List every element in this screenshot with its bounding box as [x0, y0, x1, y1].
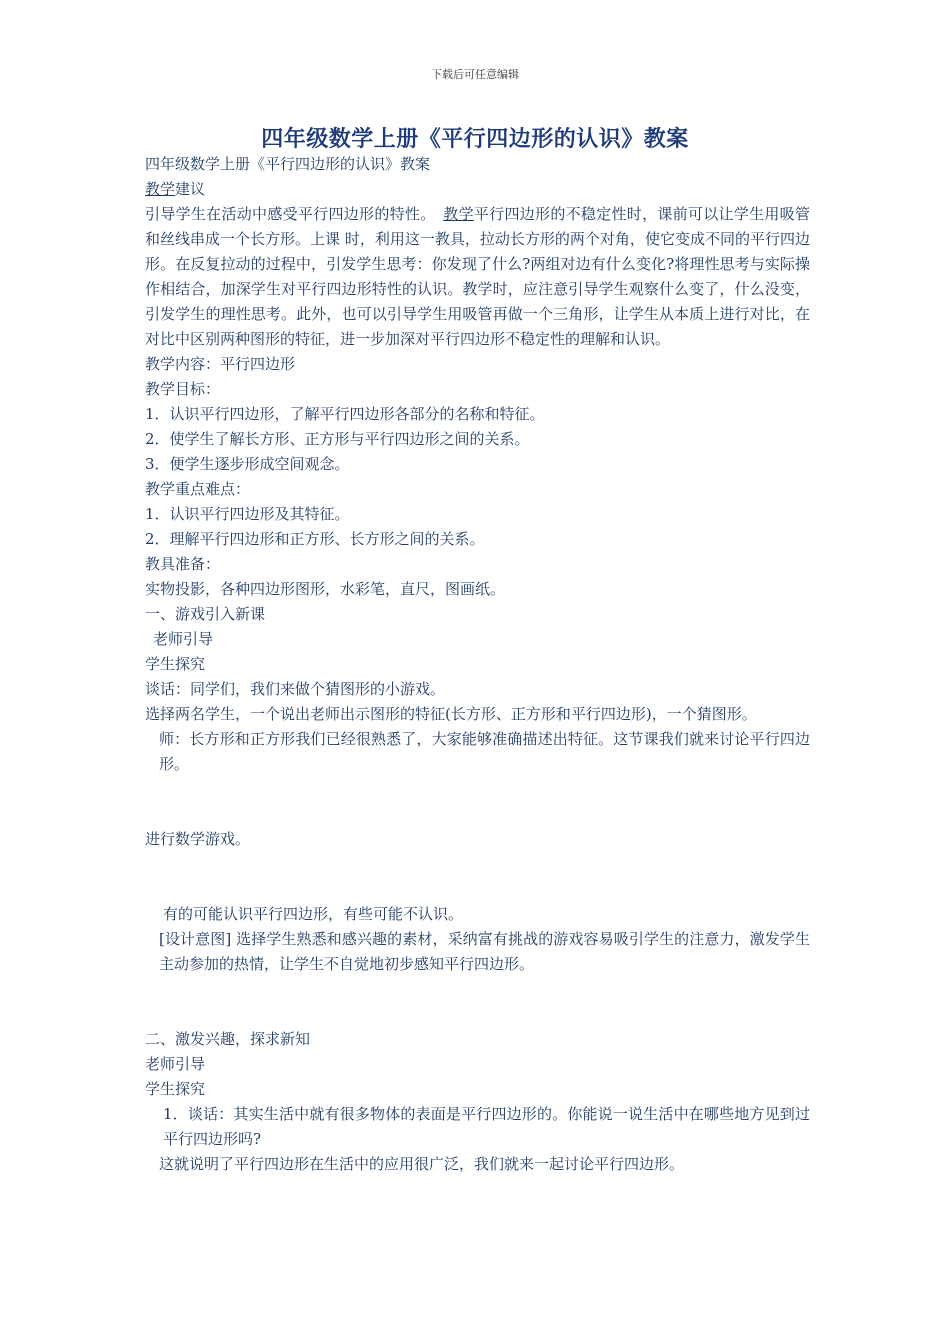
suggest-heading	[145, 177, 810, 202]
s1-select: 选择两名学生，一个说出老师出示图形的特征(长方形、正方形和平行四边形)，一个猜图形。	[145, 705, 757, 723]
s2-teacher-label: 老师引导	[145, 1055, 206, 1073]
intro-part2: 平行四边形的不稳定性时，课前可以让学生用吸管和丝线串成一个长方形。上课 时，利用这一教具，拉动长方形的两个对角，使它变成不同的平行四边形。在反复拉动的过程中，引发学生思考：你发现了什么?两组对边有什么变化?将理性思考与实际操作相结合，加深学生对平行四边形特性的认识。教学时，应注意引导学生观察什么变了，什么没变，引发学生的理性思考。此外，也可以引导学生用吸管再做一个三角形，让学生从本质上进行对比，在对比中区别两种图形的特征，进一步加深对平行四边形不稳定性的理解和认识。	[145, 205, 810, 348]
document-title: 四年级数学上册《平行四边形的认识》教案	[261, 126, 689, 152]
key-heading: 教学重点难点：	[145, 480, 251, 498]
tools-heading: 教具准备：	[145, 555, 221, 573]
s2-talk: 1．谈话：其实生活中就有很多物体的表面是平行四边形的。你能说一说生活中在哪些地方见到过平行四边形吗?	[163, 1105, 810, 1148]
page-header-note: 下载后可任意编辑	[431, 68, 519, 81]
s2-student-label: 学生探究	[145, 1080, 206, 1098]
spacer	[145, 777, 810, 827]
s1-teacher-say: 师：长方形和正方形我们已经很熟悉了，大家能够准确描述出特征。这节课我们就来讨论平行四边形。	[159, 730, 810, 773]
goals-heading: 教学目标：	[145, 380, 221, 398]
document-body	[145, 152, 810, 1177]
section2-heading: 二、激发兴趣，探求新知	[145, 1030, 311, 1048]
tools-list: 实物投影，各种四边形图形，水彩笔，直尺，图画纸。	[145, 580, 506, 598]
suggest-heading-rest: 建议	[175, 180, 206, 198]
section1-heading: 一、游戏引入新课	[145, 605, 266, 623]
teaching-content: 教学内容：平行四边形	[145, 355, 296, 373]
intro-paragraph	[145, 202, 810, 352]
s2-explain: 这就说明了平行四边形在生活中的应用很广泛，我们就来一起讨论平行四边形。	[159, 1155, 685, 1173]
subtitle: 四年级数学上册《平行四边形的认识》教案	[145, 155, 431, 173]
s1-result: 有的可能认识平行四边形，有些可能不认识。	[163, 905, 464, 923]
s1-game: 进行数学游戏。	[145, 830, 251, 848]
spacer	[145, 852, 810, 902]
key-point-item: 2．理解平行四边形和正方形、长方形之间的关系。	[145, 530, 485, 548]
s1-talk: 谈话：同学们，我们来做个猜图形的小游戏。	[145, 680, 446, 698]
goal-item: 3．便学生逐步形成空间观念。	[145, 455, 350, 473]
intro-part1: 引导学生在活动中感受平行四边形的特性。	[145, 205, 444, 223]
s1-teacher-label: 老师引导	[153, 630, 214, 648]
suggest-heading-underlined: 教学	[145, 180, 176, 198]
s1-student-label: 学生探究	[145, 655, 206, 673]
intro-underlined: 教学	[443, 205, 474, 223]
s1-design-intent: [设计意图] 选择学生熟悉和感兴趣的素材，采纳富有挑战的游戏容易吸引学生的注意力，激发学生主动参加的热情，让学生不自觉地初步感知平行四边形。	[159, 930, 810, 973]
goal-item: 2．使学生了解长方形、正方形与平行四边形之间的关系。	[145, 430, 530, 448]
spacer	[145, 977, 810, 1027]
key-point-item: 1．认识平行四边形及其特征。	[145, 505, 350, 523]
goal-item: 1．认识平行四边形，了解平行四边形各部分的名称和特征。	[145, 405, 545, 423]
